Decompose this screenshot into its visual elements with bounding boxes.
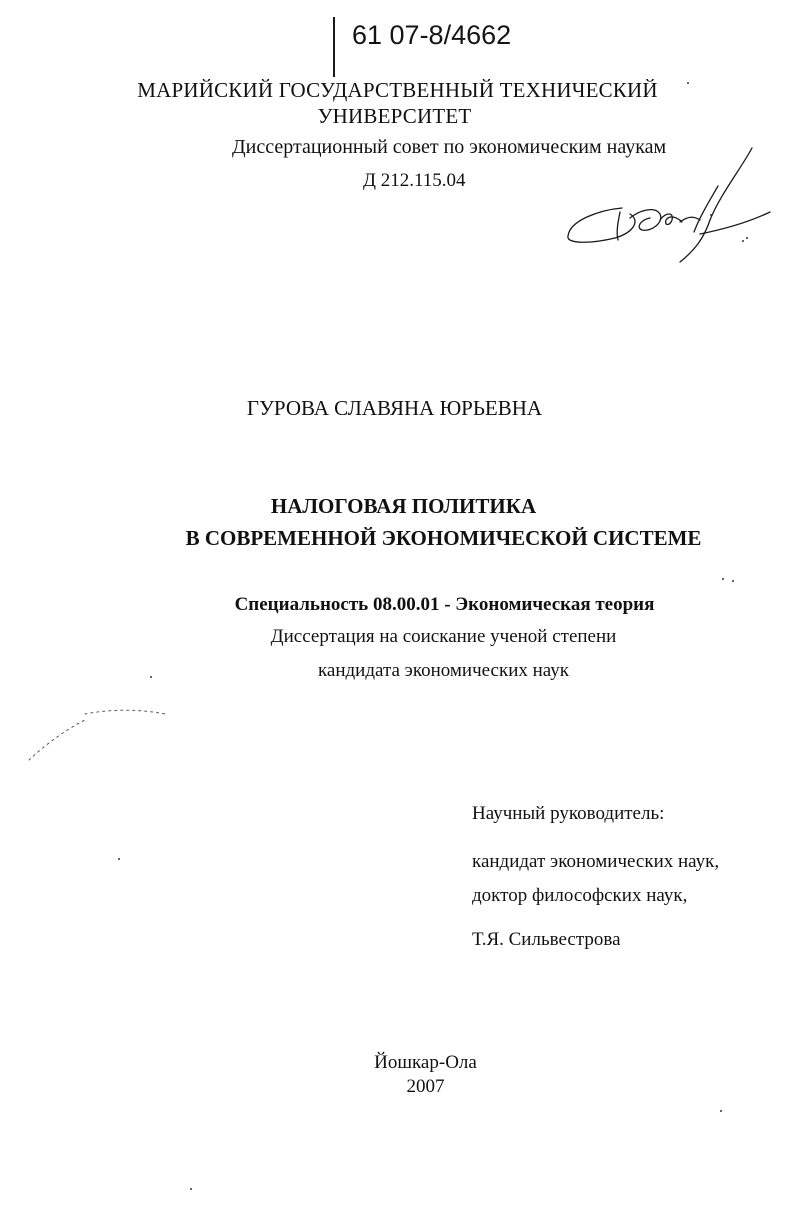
supervisor-degree1: кандидат экономических наук, [472,851,720,872]
dissertation-title-line1: НАЛОГОВАЯ ПОЛИТИКА [270,494,537,518]
scan-speck [720,1110,722,1112]
supervisor-name: Т.Я. Сильвестрова [472,929,621,950]
scan-speck [742,240,744,242]
author-name: ГУРОВА СЛАВЯНА ЮРЬЕВНА [246,396,543,420]
specialty: Специальность 08.00.01 - Экономическая теория [234,594,655,615]
supervisor-label: Научный руководитель: [472,803,665,824]
scan-speck [190,1188,192,1190]
pencil-mark [25,700,175,770]
scan-speck [118,858,120,860]
archive-number: 61 07-8/4662 [352,20,512,50]
university-name-line2: УНИВЕРСИТЕТ [317,104,472,128]
scan-speck [687,82,689,84]
dissertation-title-line2: В СОВРЕМЕННОЙ ЭКОНОМИЧЕСКОЙ СИСТЕМЕ [185,526,702,550]
scan-speck [150,676,152,678]
dissertation-council: Диссертационный совет по экономическим наукам [232,136,667,158]
degree-statement-line2: кандидата экономических наук [317,660,570,681]
scan-speck [710,214,712,216]
council-code: Д 212.115.04 [363,170,466,191]
university-name-line1: МАРИЙСКИЙ ГОСУДАРСТВЕННЫЙ ТЕХНИЧЕСКИЙ [137,78,658,102]
stamp-vertical-line [333,17,335,77]
year: 2007 [406,1076,445,1097]
degree-statement-line1: Диссертация на соискание ученой степени [270,626,617,647]
scan-speck [732,580,734,582]
handwritten-signature [560,140,780,270]
scan-speck [722,578,724,580]
city: Йошкар-Ола [374,1052,477,1073]
supervisor-degree2: доктор философских наук, [472,885,688,906]
